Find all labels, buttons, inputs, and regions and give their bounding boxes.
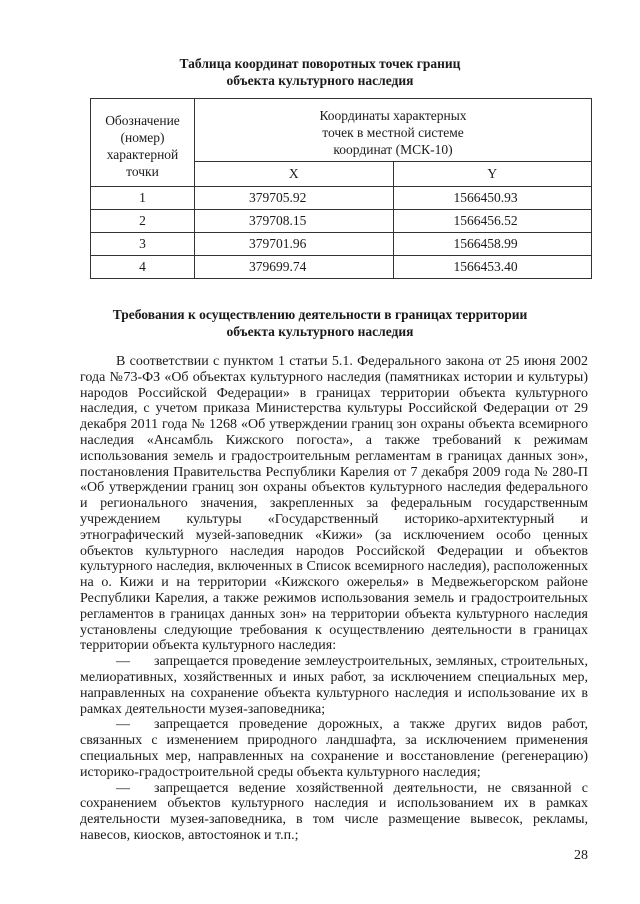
cell-x: 379699.74 — [195, 256, 394, 279]
cell-x: 379708.15 — [195, 210, 394, 233]
dash-marker: — — [116, 717, 130, 733]
table-row — [91, 256, 592, 279]
cell-point-number: 4 — [91, 256, 195, 279]
table-row — [91, 233, 592, 256]
header-coordinates: Координаты характерных точек в местной системе координат (МСК-10) — [195, 99, 592, 162]
intro-paragraph: В соответствии с пунктом 1 статьи 5.1. Федерального закона от 25 июня 2002 года №73-ФЗ «Об объектах культурного наследия (памятниках истории и культуры) народов Российской Федерации» в границах территории объекта культурного наследия, с учетом приказа Министерства культуры Российской Федерации от 29 декабря 2011 года № 1268 «Об утверждении границ зон охраны объекта всемирного наследия «Ансамбль Кижского погоста», а также требований к режимам использования земель и градостроительным регламентам в границах данных зон», постановления Правительства Республики Карелия от 7 декабря 2009 года № 280-П «Об утверждении границ зон охраны объектов культурного наследия федерального и регионального значения, закрепленных за федеральным государственным учреждением культуры «Государственный историко-архитектурный и этнографический музей-заповедник «Кижи» (за исключением особо ценных объектов культурного наследия народов Российской Федерации и объектов культурного наследия, включенных в Список всемирного наследия), расположенных на о. Кижи и на территории «Кижского ожерелья» в Медвежьегорском районе Республики Карелия, а также режимов использования земель и градостроительных регламентов в границах данных зон» на территории объекта культурного наследия установлены следующие требования к осуществлению деятельности в границах территории объекта культурного наследия: — [80, 354, 588, 654]
table-row — [91, 187, 592, 210]
page-number: 28 — [574, 848, 588, 863]
cell-point-number: 3 — [91, 233, 195, 256]
table-title — [0, 55, 640, 89]
table-row — [91, 210, 592, 233]
section-title-line: Требования к осуществлению деятельности в границах территории — [112, 307, 528, 322]
table-title-line: объекта культурного наследия — [226, 73, 414, 88]
header-y: Y — [393, 161, 592, 186]
cell-x: 379701.96 — [195, 233, 394, 256]
requirement-text: запрещается ведение хозяйственной деятельности, не связанной с сохранением объектов культурного наследия и использованием их в рамках деятельности музея-заповедника, в том числе размещение вывесок, рекламы, навесов, киосков, автостоянок и т.п.; — [80, 780, 588, 843]
cell-point-number: 2 — [91, 210, 195, 233]
dash-marker: — — [116, 654, 130, 670]
section-title-line: объекта культурного наследия — [226, 324, 414, 339]
cell-y: 1566453.40 — [393, 256, 592, 279]
header-x: X — [195, 161, 394, 186]
body-text — [80, 354, 588, 844]
cell-y: 1566450.93 — [393, 187, 592, 210]
table-title-line: Таблица координат поворотных точек границ — [179, 56, 461, 71]
requirement-text: запрещается проведение землеустроительных, земляных, строительных, мелиоративных, хозяйственных и иных работ, за исключением специальных мер, направленных на сохранение объекта культурного наследия и использование их в рамках деятельности музея-заповедника; — [80, 654, 588, 717]
coordinates-table — [90, 98, 592, 279]
header-point-designation: Обозначение (номер) характерной точки — [91, 99, 195, 187]
requirement-item — [80, 717, 588, 780]
requirement-text: запрещается проведение дорожных, а также других видов работ, связанных с изменением природного ландшафта, за исключением применения специальных мер, направленных на сохранение и восстановление (регенерацию) историко-градостроительной среды объекта культурного наследия; — [80, 717, 588, 780]
requirement-item — [80, 781, 588, 844]
cell-y: 1566456.52 — [393, 210, 592, 233]
section-title — [0, 306, 640, 340]
cell-point-number: 1 — [91, 187, 195, 210]
cell-x: 379705.92 — [195, 187, 394, 210]
cell-y: 1566458.99 — [393, 233, 592, 256]
requirement-item — [80, 654, 588, 717]
dash-marker: — — [116, 780, 130, 796]
